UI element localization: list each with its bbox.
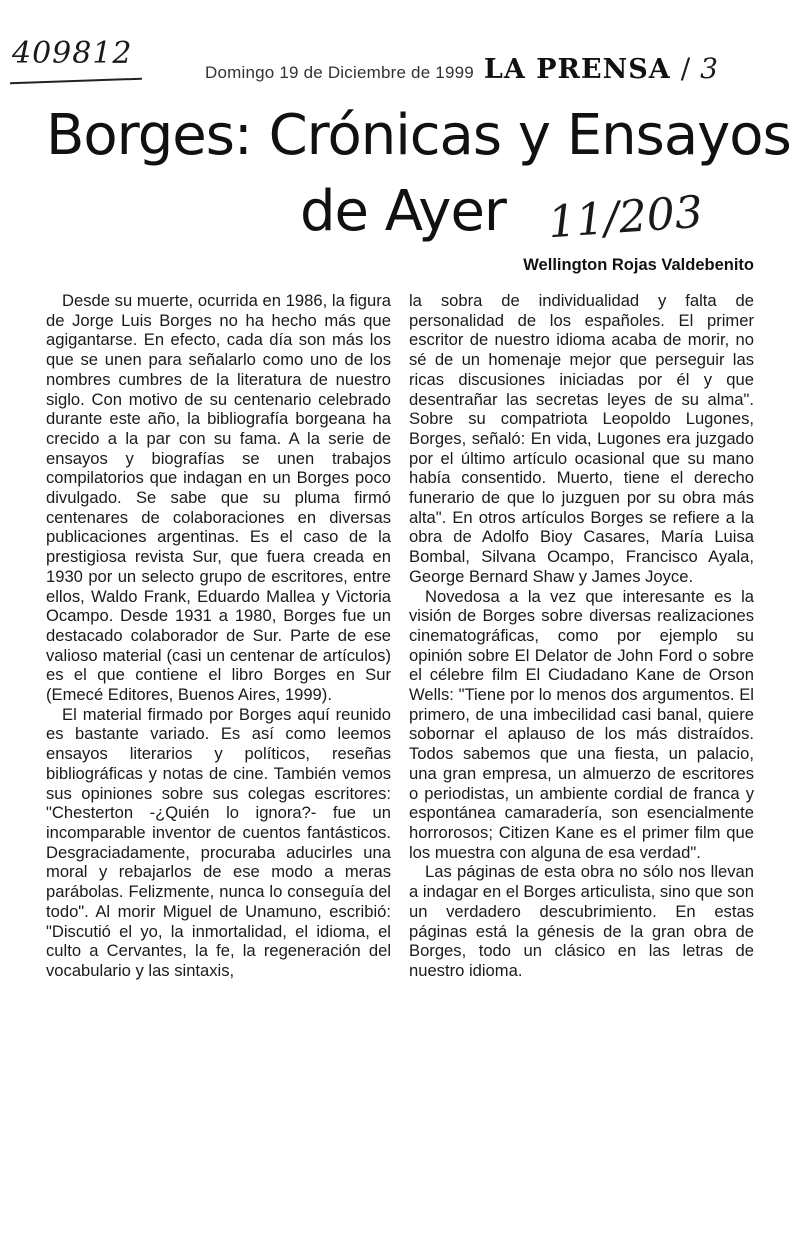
handwritten-archive-number: 409812 <box>12 36 133 71</box>
masthead <box>205 52 775 92</box>
archive-number-underline <box>10 78 142 85</box>
article-column-left <box>46 291 391 981</box>
headline-line-1: Borges: Crónicas y Ensayos <box>46 103 791 168</box>
headline-line-2: de Ayer <box>300 179 506 244</box>
paragraph: El material firmado por Borges aquí reunido es bastante variado. Es así como leemos ensayos literarios y políticos, reseñas bibliográficas y notas de cine. También vemos sus opiniones sobre sus colegas escritores: "Chesterton -¿Quién lo ignora?- fue un incomparable inventor de cuentos fantásticos. Desgraciadamente, procuraba aducirles una moral y rebajarlos de ese modo a meras parábolas. Felizmente, nunca lo conseguía del todo". Al morir Miguel de Unamuno, escribió: "Discutió el yo, la inmortalidad, el idioma, el culto a Cervantes, la fe, la regeneración del vocabulario y las sintaxis, <box>46 704 391 980</box>
paragraph: la sobra de individualidad y falta de personalidad de los españoles. El primer escritor de nuestro idioma acaba de morir, no sé de un homenaje mejor que perseguir las ricas discusiones iniciadas por él y que desentrañar las secretas leyes de su alma". Sobre su compatriota Leopoldo Lugones, Borges, señaló: En vida, Lugones era juzgado por el último artículo ocasional que su mano había consentido. Muerto, tiene el derecho funerario de que lo juzguen por su obra más alta". En otros artículos Borges se refiere a la obra de Adolfo Bioy Casares, María Luisa Bombal, Silvana Ocampo, Francisco Ayala, George Bernard Shaw y James Joyce. <box>409 291 754 586</box>
masthead-separator: / <box>680 52 691 85</box>
paragraph: Las páginas de esta obra no sólo nos llevan a indagar en el Borges articulista, sino que son un verdadero descubrimiento. En estas páginas está la génesis de la gran obra de Borges, todo un clásico en las letras de nuestro idioma. <box>409 862 754 980</box>
paragraph: Novedosa a la vez que interesante es la visión de Borges sobre diversas realizaciones cinematográficas, como por ejemplo su opinión sobre El Delator de John Ford o sobre el célebre film El Ciudadano Kane de Orson Wells: "Tiene por lo menos dos argumentos. El primero, de una imbecilidad casi banal, quiere sobornar el aplauso de los más distraídos. Todos sabemos que una fiesta, un palacio, una gran empresa, un almuerzo de escritores o periodistas, un ambiente cordial de franca y espontánea camaradería, son esencialmente horrorosos; Citizen Kane es el primer film que los muestra con alguna de esa verdad". <box>409 586 754 862</box>
masthead-date: Domingo 19 de Diciembre de 1999 <box>205 63 474 82</box>
newspaper-name: LA PRENSA <box>483 54 671 85</box>
article-column-right <box>409 291 754 981</box>
page-number: 3 <box>700 52 718 85</box>
byline: Wellington Rojas Valdebenito <box>523 256 754 274</box>
paragraph: Desde su muerte, ocurrida en 1986, la figura de Jorge Luis Borges no ha hecho más que agigantarse. En efecto, cada día son más los que se unen para señalarlo como uno de los nombres cumbres de la literatura de nuestro siglo. Con motivo de su centenario celebrado durante este año, la bibliografía borgeana ha crecido a la par con su fama. A la serie de ensayos y biografías se unen trabajos compilatorios que indagan en un Borges poco divulgado. Se sabe que su pluma firmó centenares de colaboraciones en diversas publicaciones argentinas. Es el caso de la prestigiosa revista Sur, que fuera creada en 1930 por un selecto grupo de escritores, entre ellos, Waldo Frank, Eduardo Mallea y Victoria Ocampo. Desde 1931 a 1980, Borges fue un destacado colaborador de Sur. Parte de ese valioso material (casi un centenar de artículos) es el que contiene el libro Borges en Sur (Emecé Editores, Buenos Aires, 1999). <box>46 291 391 705</box>
handwritten-reference: 11/203 <box>546 186 705 249</box>
